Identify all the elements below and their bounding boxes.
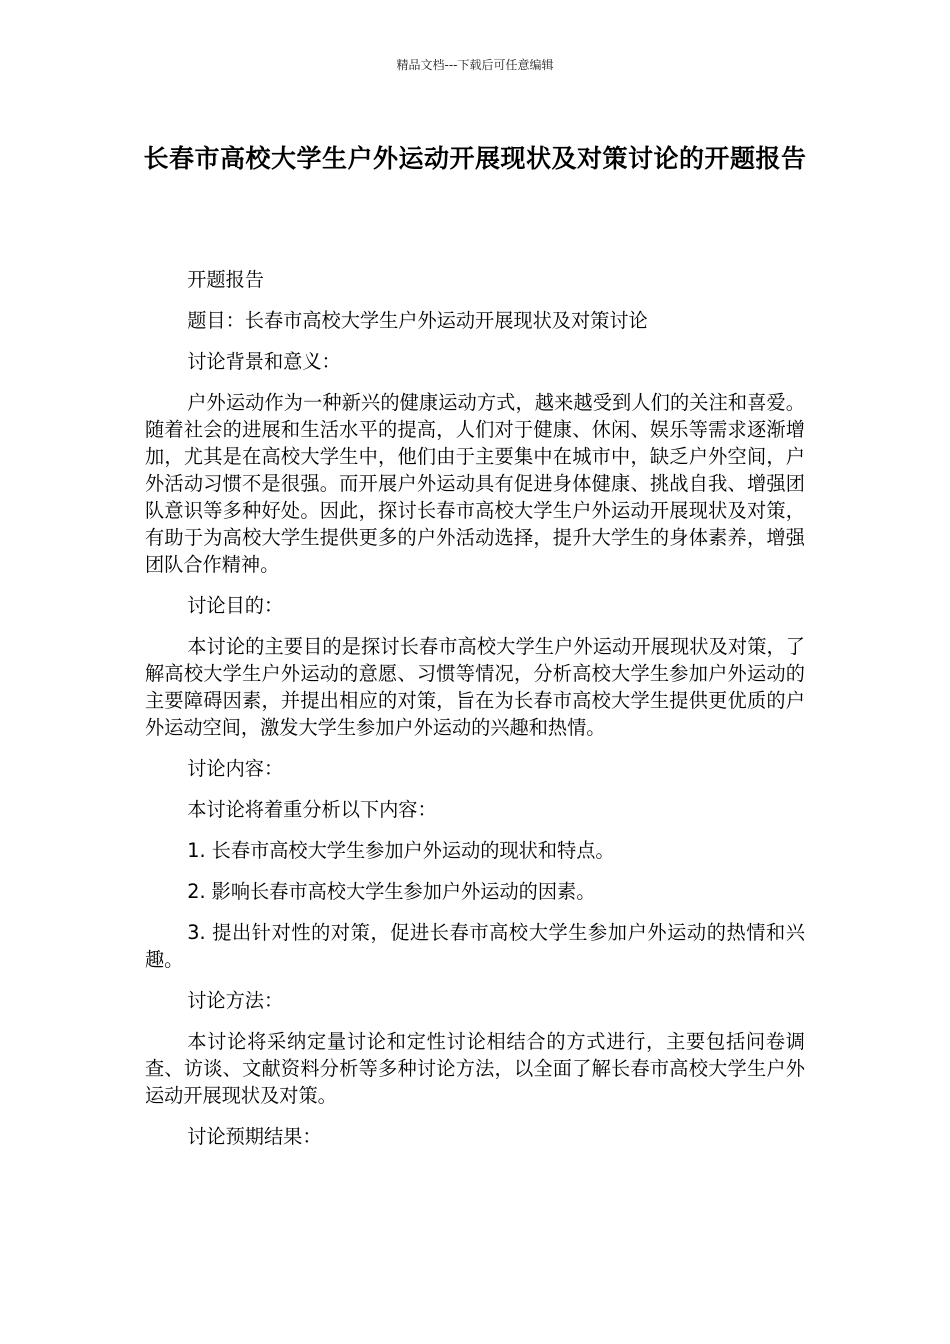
paragraph-background: 户外运动作为一种新兴的健康运动方式，越来越受到人们的关注和喜爱。随着社会的进展和生活水平的提高，人们对于健康、休闲、娱乐等需求逐渐增加，尤其是在高校大学生中，他们由于主要集中在城市中，缺乏户外空间，户外活动习惯不是很强。而开展户外运动具有促进身体健康、挑战自我、增强团队意识等多种好处。因此，探讨长春市高校大学生户外运动开展现状及对策，有助于为高校大学生提供更多的户外活动选择，提升大学生的身体素养，增强团队合作精神。: [145, 391, 805, 576]
paragraph-content-intro: 本讨论将着重分析以下内容：: [187, 798, 437, 821]
section-heading-background: 讨论背景和意义：: [187, 350, 341, 373]
header-note: 精品文档---下载后可任意编辑: [396, 58, 554, 72]
section-heading-method: 讨论方法：: [187, 989, 284, 1012]
paragraph-topic: 题目：长春市高校大学生户外运动开展现状及对策讨论: [187, 309, 648, 332]
list-item: 3. 提出针对性的对策，促进长春市高校大学生参加户外运动的热情和兴趣。: [145, 921, 805, 971]
document-body: [145, 266, 805, 1164]
list-item: 2. 影响长春市高校大学生参加户外运动的因素。: [187, 880, 596, 903]
section-heading-content: 讨论内容：: [187, 757, 284, 780]
paragraph-method: 本讨论将采纳定量讨论和定性讨论相结合的方式进行，主要包括问卷调查、访谈、文献资料分析等多种讨论方法，以全面了解长春市高校大学生户外运动开展现状及对策。: [145, 1030, 805, 1107]
paragraph-purpose: 本讨论的主要目的是探讨长春市高校大学生户外运动开展现状及对策，了解高校大学生户外运动的意愿、习惯等情况，分析高校大学生参加户外运动的主要障碍因素，并提出相应的对策，旨在为长春市高校大学生提供更优质的户外运动空间，激发大学生参加户外运动的兴趣和热情。: [145, 635, 805, 739]
list-item: 1. 长春市高校大学生参加户外运动的现状和特点。: [187, 839, 615, 862]
paragraph-label-report: 开题报告: [187, 268, 264, 291]
section-heading-expected-results: 讨论预期结果：: [187, 1125, 322, 1148]
section-heading-purpose: 讨论目的：: [187, 594, 284, 617]
document-title: 长春市高校大学生户外运动开展现状及对策讨论的开题报告: [143, 144, 807, 173]
